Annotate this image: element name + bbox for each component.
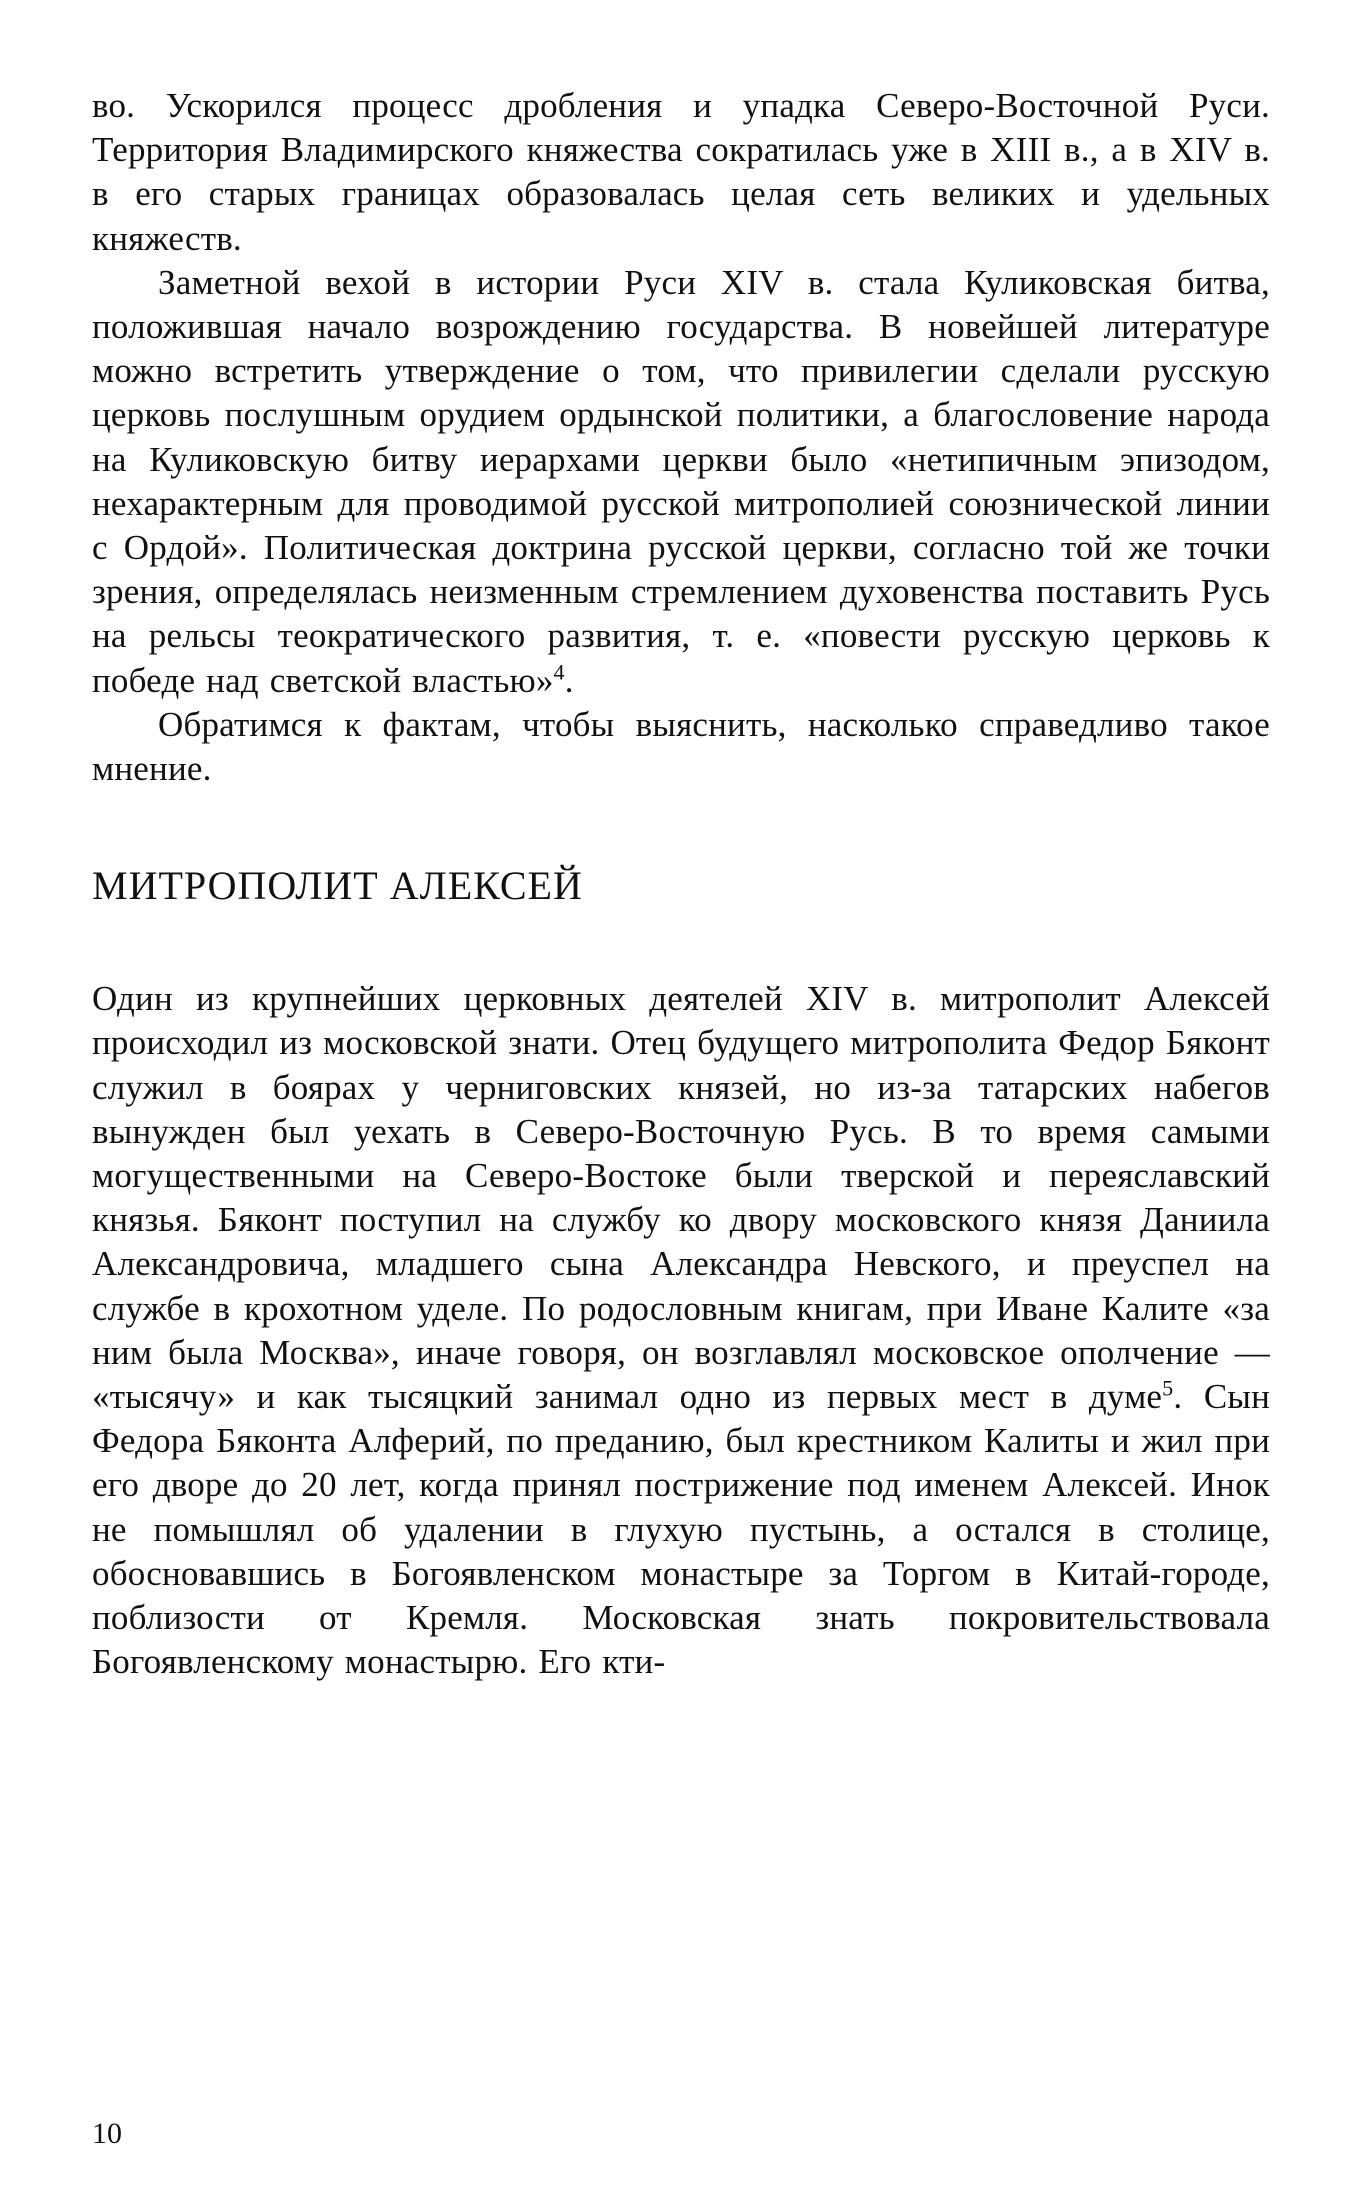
paragraph-tail: . (564, 660, 574, 700)
paragraph-text: Обратимся к фактам, чтобы выяснить, насколько справедливо такое мнение. (92, 704, 1270, 789)
paragraph-text: Заметной вехой в истории Руси XIV в. стала Куликовская битва, положившая начало возрождению государства. В новейшей литературе можно встретить утверждение о том, что привилегии сделали русскую церковь послушным орудием ордынской политики, а благословение народа на Куликовскую битву иерархами церкви было «нетипичным эпизодом, нехарактерным для проводимой русской митрополией союзнической линии с Ордой». Политическая доктрина русской церкви, согласно той же точки зрения, определялась неизменным стремлением духовенства поставить Русь на рельсы теократического развития, т. е. «повести русскую церковь к победе над светской властью» (92, 262, 1270, 700)
paragraph-aleksei (92, 977, 1270, 1684)
paragraph-kulikovo (92, 261, 1270, 703)
paragraph-text: во. Ускорился процесс дробления и упадка Северо-Восточной Руси. Территория Владимирского княжества сократилась уже в XIII в., а в XIV в. в его старых границах образовалась целая сеть великих и удельных княжеств. (92, 86, 1270, 258)
footnote-ref: 4 (553, 658, 565, 684)
paragraph-continuation (92, 84, 1270, 261)
footnote-ref: 5 (1162, 1375, 1174, 1401)
paragraph-text: . Сын Федора Бяконта Алферий, по преданию, был крестником Калиты и жил при его дворе до 20 лет, когда принял пострижение под именем Алексей. Инок не помышлял об удалении в глухую пустынь, а остался в столице, обосновавшись в Богоявленском монастыре за Торгом в Китай-городе, поблизости от Кремля. Московская знать покровительствовала Богоявленскому монастырю. Его кти- (92, 1377, 1271, 1682)
paragraph-facts (92, 703, 1270, 791)
book-page (92, 84, 1270, 1685)
section-heading: МИТРОПОЛИТ АЛЕКСЕЙ (92, 863, 583, 909)
page-number: 10 (92, 2117, 122, 2150)
paragraph-text: Один из крупнейших церковных деятелей XIV в. митрополит Алексей происходил из московской знати. Отец будущего митрополита Федор Бяконт служил в боярах у черниговских князей, но из-за татарских набегов вынужден был уехать в Северо-Восточную Русь. В то время самыми могущественными на Северо-Востоке были тверской и переяславский князья. Бяконт поступил на службу ко двору московского князя Даниила Александровича, младшего сына Александра Невского, и преуспел на службе в крохотном уделе. По родословным книгам, при Иване Калите «за ним была Москва», иначе говоря, он возглавлял московское ополчение — «тысячу» и как тысяцкий занимал одно из первых мест в думе (92, 979, 1270, 1417)
